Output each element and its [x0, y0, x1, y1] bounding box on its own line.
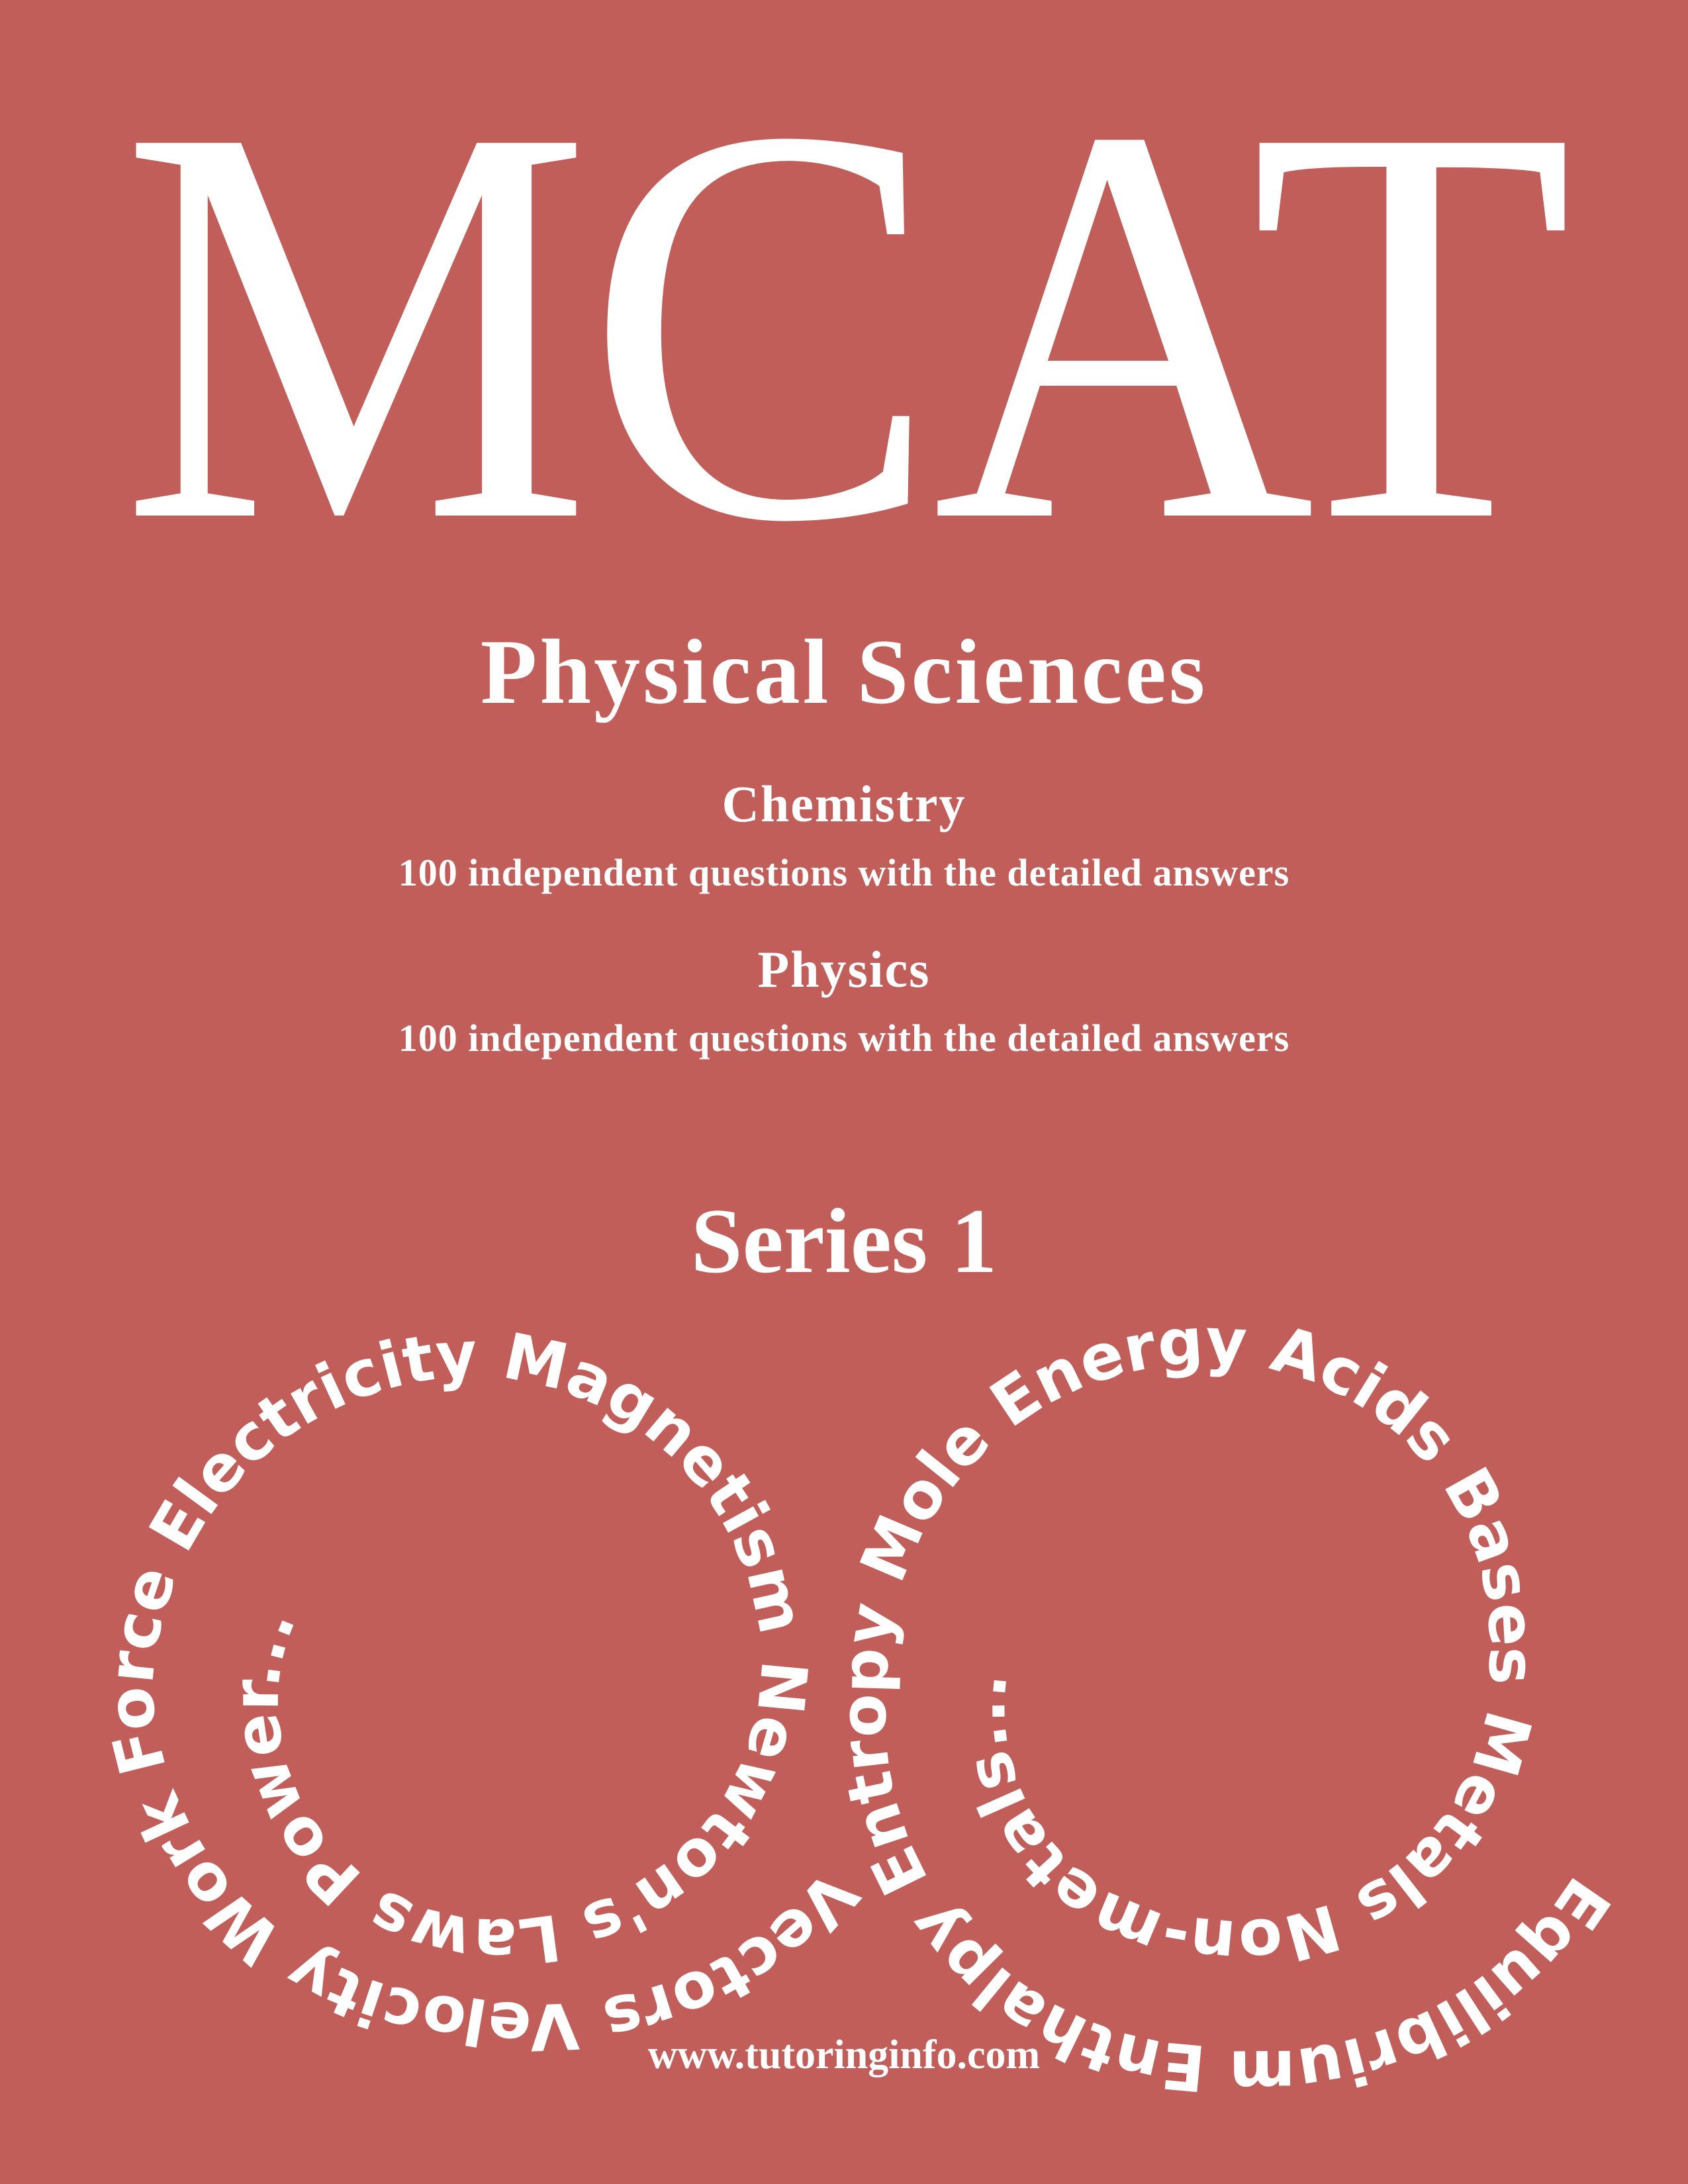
physics-topic-spiral	[93, 1317, 872, 2064]
chemistry-topic-spiral-text: Equilibrium Enthalpy Entropy Mole Energy Acids Bases Metals Non-metals...	[826, 1303, 1625, 2111]
cover-title: MCAT	[120, 9, 1568, 639]
series-label: Series 1	[690, 1190, 998, 1293]
section-description-chemistry: 100 independent questions with the detailed answers	[398, 851, 1290, 894]
section-description-physics: 100 independent questions with the detailed answers	[398, 1017, 1290, 1060]
section-heading-physics: Physics	[757, 940, 931, 998]
website-link[interactable]: www.tutoringinfo.com	[647, 2032, 1041, 2077]
chemistry-topic-spiral	[826, 1304, 1624, 2111]
section-heading-chemistry: Chemistry	[722, 775, 966, 833]
cover-subtitle: Physical Sciences	[480, 621, 1208, 723]
physics-topic-spiral-text: Vectors Velocity Work Force Electricity Magnetism Newton's Laws Power...	[92, 1317, 872, 2064]
